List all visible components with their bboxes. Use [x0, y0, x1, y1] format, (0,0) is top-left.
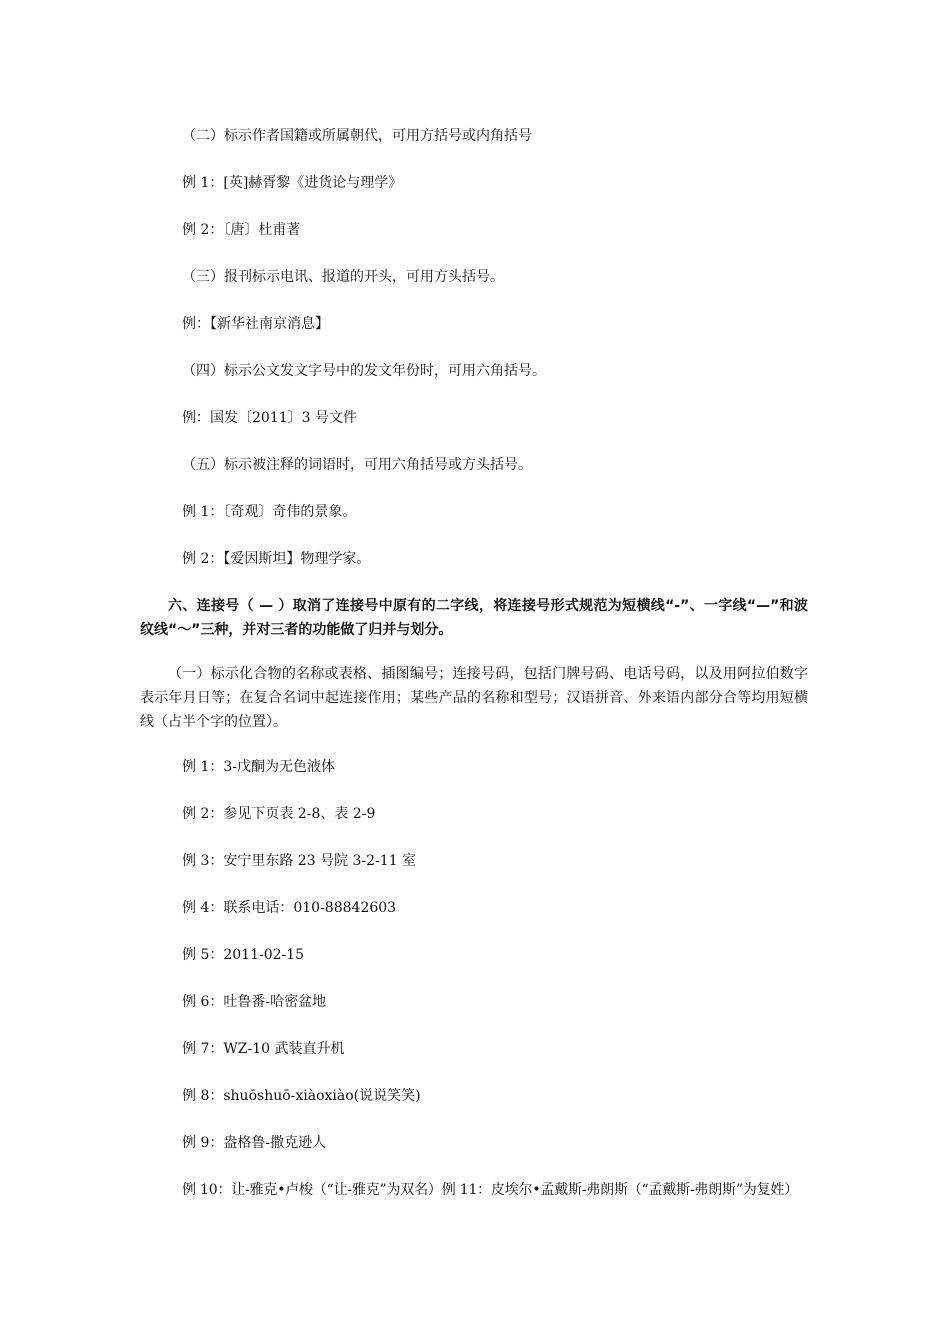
paragraph-section-5: （五）标示被注释的词语时，可用六角括号或方头括号。 [182, 457, 532, 473]
paragraph-example: 例 1：3-戊酮为无色液体 [182, 759, 335, 775]
paragraph-example: 例：【新华社南京消息】 [182, 316, 329, 332]
document-page [140, 124, 808, 1225]
paragraph-section-3: （三）报刊标示电讯、报道的开头，可用方头括号。 [182, 269, 504, 285]
paragraph-section-4: （四）标示公文发文字号中的发文年份时，可用六角括号。 [182, 363, 546, 379]
paragraph-example: 例 7：WZ-10 武装直升机 [182, 1041, 345, 1057]
paragraph-example: 例 1：〔奇观〕奇伟的景象。 [182, 504, 357, 520]
paragraph-example: 例 2：参见下页表 2-8、表 2-9 [182, 806, 376, 822]
paragraph-example: 例：国发〔2011〕3 号文件 [182, 410, 357, 426]
paragraph-example: 例 2：【爱因斯坦】物理学家。 [182, 551, 371, 567]
paragraph-section-2: （二）标示作者国籍或所属朝代，可用方括号或内角括号 [182, 128, 532, 144]
paragraph-example: 例 5：2011-02-15 [182, 947, 305, 963]
paragraph-example: 例 1：[英]赫胥黎《进货论与理学》 [182, 175, 403, 191]
paragraph-example: 例 2：〔唐〕杜甫著 [182, 222, 301, 238]
paragraph-hyphen-usage: （一）标示化合物的名称或表格、插图编号；连接号码，包括门牌号码、电话号码，以及用阿拉伯数字表示年月日等；在复合名词中起连接作用；某些产品的名称和型号；汉语拼音、外来语内部分合等均用短横线（占半个字的位置）。 [140, 666, 808, 730]
heading-hyphen-section: 六、连接号（ — ）取消了连接号中原有的二字线，将连接号形式规范为短横线“-”、一字线“—”和波纹线“～”三种，并对三者的功能做了归并与划分。 [140, 598, 808, 638]
paragraph-example: 例 10：让-雅克•卢梭（“让-雅克”为双名）例 11：皮埃尔•孟戴斯-弗朗斯（“孟戴斯-弗朗斯”为复姓） [182, 1182, 798, 1198]
paragraph-example: 例 8：shuōshuō-xiàoxiào(说说笑笑) [182, 1088, 421, 1104]
paragraph-example: 例 3：安宁里东路 23 号院 3-2-11 室 [182, 853, 417, 869]
paragraph-example: 例 9：盎格鲁-撒克逊人 [182, 1135, 327, 1151]
paragraph-example: 例 4：联系电话：010-88842603 [182, 900, 397, 916]
paragraph-example: 例 6：吐鲁番-哈密盆地 [182, 994, 327, 1010]
